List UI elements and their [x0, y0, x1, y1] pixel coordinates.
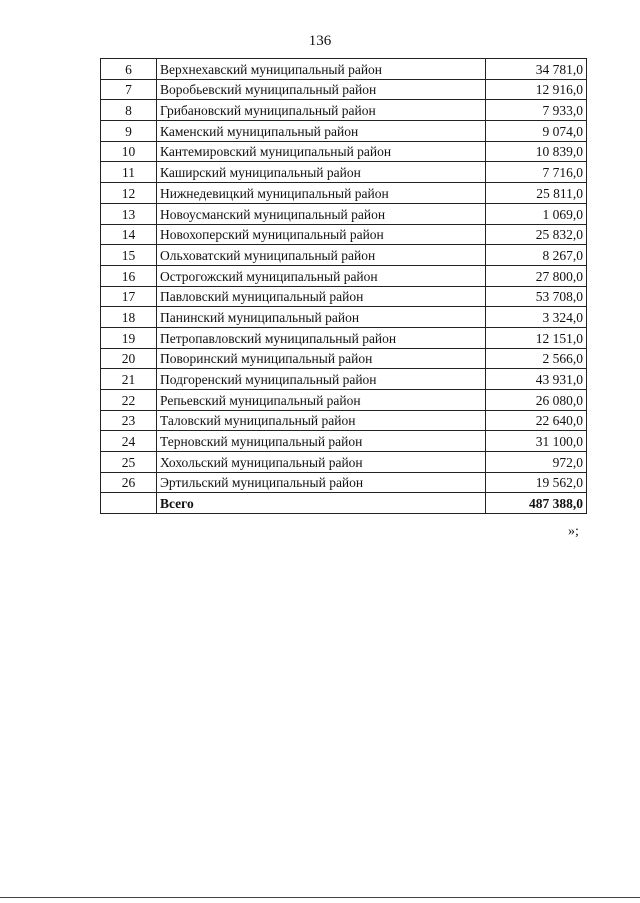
district-name: Павловский муниципальный район: [157, 286, 486, 307]
budget-table-body: [101, 59, 587, 514]
row-number: 16: [101, 265, 157, 286]
table-row: [101, 452, 587, 473]
district-name: Эртильский муниципальный район: [157, 472, 486, 493]
table-row: [101, 183, 587, 204]
district-name: Поворинский муниципальный район: [157, 348, 486, 369]
table-row: [101, 141, 587, 162]
table-row: [101, 348, 587, 369]
allocation-value: 31 100,0: [486, 431, 587, 452]
district-name: Кантемировский муниципальный район: [157, 141, 486, 162]
district-name: Новохоперский муниципальный район: [157, 224, 486, 245]
allocation-value: 8 267,0: [486, 245, 587, 266]
row-number: 26: [101, 472, 157, 493]
row-number: 13: [101, 203, 157, 224]
row-number: 20: [101, 348, 157, 369]
district-name: Каменский муниципальный район: [157, 121, 486, 142]
total-num-cell: [101, 493, 157, 514]
row-number: 6: [101, 59, 157, 80]
row-number: 24: [101, 431, 157, 452]
allocation-value: 43 931,0: [486, 369, 587, 390]
allocation-value: 12 151,0: [486, 327, 587, 348]
district-name: Репьевский муниципальный район: [157, 390, 486, 411]
allocation-value: 19 562,0: [486, 472, 587, 493]
row-number: 8: [101, 100, 157, 121]
district-name: Каширский муниципальный район: [157, 162, 486, 183]
row-number: 22: [101, 390, 157, 411]
total-row: [101, 493, 587, 514]
allocation-value: 25 811,0: [486, 183, 587, 204]
table-row: [101, 224, 587, 245]
table-row: [101, 100, 587, 121]
table-row: [101, 307, 587, 328]
table-row: [101, 121, 587, 142]
district-name: Подгоренский муниципальный район: [157, 369, 486, 390]
row-number: 25: [101, 452, 157, 473]
district-name: Ольховатский муниципальный район: [157, 245, 486, 266]
row-number: 10: [101, 141, 157, 162]
table-row: [101, 265, 587, 286]
total-value: 487 388,0: [486, 493, 587, 514]
table-row: [101, 410, 587, 431]
page-bottom-edge: [0, 897, 640, 898]
allocation-value: 53 708,0: [486, 286, 587, 307]
district-name: Петропавловский муниципальный район: [157, 327, 486, 348]
total-label: Всего: [157, 493, 486, 514]
district-name: Воробьевский муниципальный район: [157, 79, 486, 100]
table-row: [101, 286, 587, 307]
allocation-value: 9 074,0: [486, 121, 587, 142]
row-number: 21: [101, 369, 157, 390]
row-number: 14: [101, 224, 157, 245]
district-name: Новоусманский муниципальный район: [157, 203, 486, 224]
table-row: [101, 369, 587, 390]
table-row: [101, 431, 587, 452]
row-number: 15: [101, 245, 157, 266]
table-row: [101, 59, 587, 80]
table-row: [101, 472, 587, 493]
table-row: [101, 79, 587, 100]
district-name: Терновский муниципальный район: [157, 431, 486, 452]
allocation-value: 10 839,0: [486, 141, 587, 162]
table-row: [101, 327, 587, 348]
allocation-value: 2 566,0: [486, 348, 587, 369]
table-row: [101, 245, 587, 266]
allocation-value: 25 832,0: [486, 224, 587, 245]
allocation-value: 7 933,0: [486, 100, 587, 121]
row-number: 11: [101, 162, 157, 183]
allocation-value: 12 916,0: [486, 79, 587, 100]
allocation-value: 27 800,0: [486, 265, 587, 286]
table-row: [101, 390, 587, 411]
row-number: 17: [101, 286, 157, 307]
district-name: Острогожский муниципальный район: [157, 265, 486, 286]
row-number: 12: [101, 183, 157, 204]
allocation-value: 34 781,0: [486, 59, 587, 80]
table-row: [101, 203, 587, 224]
allocation-value: 3 324,0: [486, 307, 587, 328]
district-name: Грибановский муниципальный район: [157, 100, 486, 121]
allocation-value: 7 716,0: [486, 162, 587, 183]
district-name: Верхнехавский муниципальный район: [157, 59, 486, 80]
allocation-value: 26 080,0: [486, 390, 587, 411]
district-name: Таловский муниципальный район: [157, 410, 486, 431]
row-number: 7: [101, 79, 157, 100]
district-name: Хохольский муниципальный район: [157, 452, 486, 473]
row-number: 18: [101, 307, 157, 328]
district-name: Нижнедевицкий муниципальный район: [157, 183, 486, 204]
row-number: 9: [101, 121, 157, 142]
allocation-value: 22 640,0: [486, 410, 587, 431]
closing-mark: »;: [568, 524, 579, 539]
row-number: 19: [101, 327, 157, 348]
allocation-value: 1 069,0: [486, 203, 587, 224]
district-name: Панинский муниципальный район: [157, 307, 486, 328]
row-number: 23: [101, 410, 157, 431]
table-row: [101, 162, 587, 183]
page-number: 136: [308, 33, 332, 49]
budget-table: [100, 58, 587, 514]
allocation-value: 972,0: [486, 452, 587, 473]
